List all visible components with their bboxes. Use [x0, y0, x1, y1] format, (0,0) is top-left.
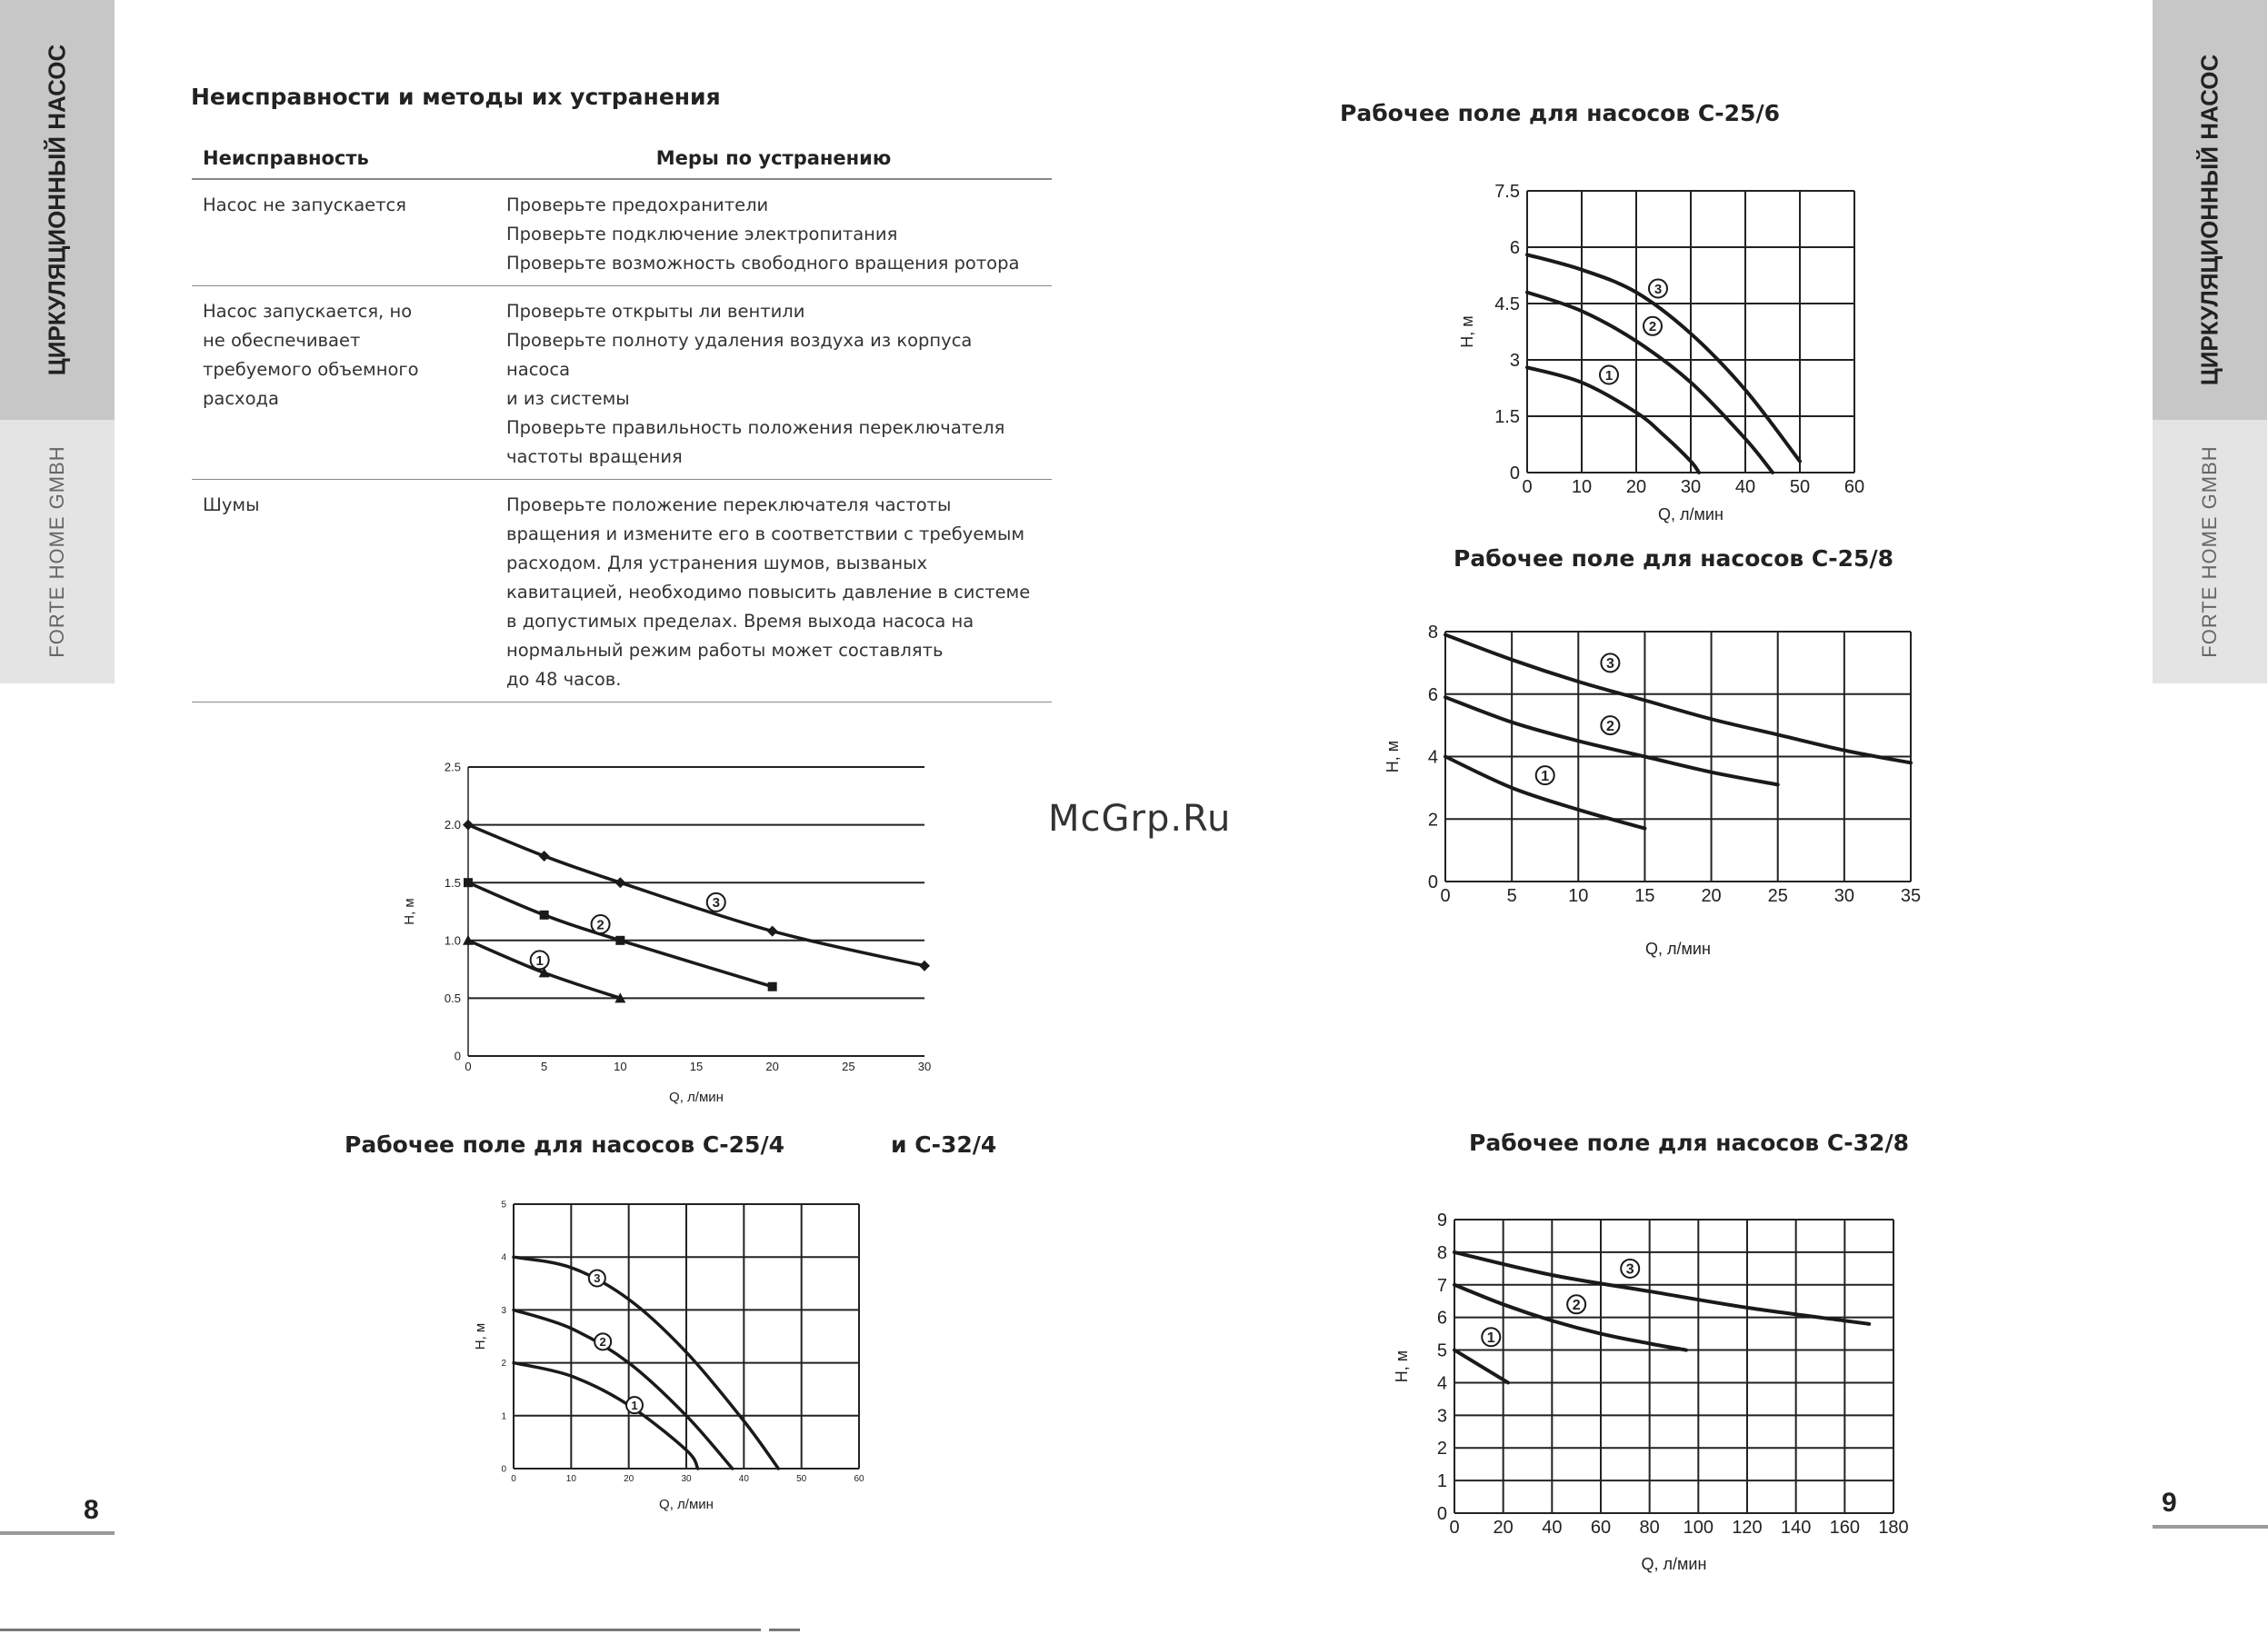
y-tick-label: 2.0	[444, 818, 461, 832]
y-tick-label: 4	[1436, 1373, 1447, 1394]
x-tick-label: 0	[1440, 886, 1451, 906]
measure-text: до 48 часов.	[506, 669, 622, 690]
x-tick-label: 180	[1878, 1518, 1909, 1538]
measure-text: и из системы	[506, 388, 630, 409]
chart-c25-8	[1373, 618, 1945, 963]
faults-header-fault: Неисправность	[192, 136, 495, 179]
left-tab-brand: FORTE HOME GMBH	[45, 445, 68, 658]
measures-cell	[495, 480, 1052, 702]
y-tick-label: 3	[501, 1305, 506, 1316]
y-tick-label: 0	[454, 1049, 461, 1063]
y-tick-label: 9	[1436, 1211, 1447, 1230]
y-tick-label: 6	[1509, 238, 1520, 258]
x-tick-label: 15	[1634, 886, 1655, 906]
y-tick-label: 5	[1436, 1340, 1447, 1361]
y-tick-label: 0	[1436, 1504, 1447, 1524]
chart-c25-6	[1436, 173, 1891, 527]
chart-c32-8	[1373, 1204, 1927, 1586]
measure-text: Проверьте правильность положения переключателя	[506, 417, 1005, 438]
x-axis-label: Q, л/мин	[1641, 1555, 1707, 1573]
y-tick-label: 2	[501, 1359, 506, 1370]
right-tab-brand: FORTE HOME GMBH	[2198, 445, 2221, 658]
y-tick-label: 5	[501, 1200, 506, 1211]
measure-text: Проверьте полноту удаления воздуха из корпуса насоса	[506, 330, 973, 380]
faults-table	[192, 136, 1052, 702]
series-line-3	[1445, 634, 1911, 762]
series-label: 1	[1486, 1330, 1495, 1346]
faults-title: Неисправности и методы их устранения	[191, 84, 721, 110]
data-point	[540, 911, 549, 920]
y-tick-label: 0.5	[444, 991, 461, 1005]
x-axis-label: Q, л/мин	[669, 1090, 724, 1105]
y-tick-label: 7	[1436, 1275, 1447, 1296]
measure-text: нормальный режим работы может составлять	[506, 640, 944, 661]
y-tick-label: 0	[1427, 872, 1438, 892]
fault-text: Насос запускается, но	[203, 301, 413, 322]
x-tick-label: 0	[1449, 1518, 1460, 1538]
measure-text: вращения и измените его в соответствии с требуемым	[506, 523, 1025, 544]
data-point	[919, 961, 930, 971]
right-tab-title: ЦИРКУЛЯЦИОННЫЙ НАСОС	[2195, 54, 2223, 386]
y-tick-label: 3	[1436, 1406, 1447, 1427]
x-axis-label: Q, л/мин	[1645, 940, 1711, 958]
measures-cell	[495, 286, 1052, 480]
measure-text: в допустимых пределах. Время выхода насоса на	[506, 611, 974, 632]
x-tick-label: 40	[1542, 1518, 1563, 1538]
faults-header-measures: Меры по устранению	[495, 136, 1052, 179]
fault-text: Шумы	[203, 494, 260, 515]
table-row	[192, 179, 1052, 286]
x-tick-label: 10	[565, 1474, 576, 1484]
series-line-2	[514, 1310, 733, 1469]
bottom-rule-mid	[769, 1629, 800, 1631]
x-tick-label: 0	[465, 1060, 472, 1073]
y-tick-label: 6	[1427, 684, 1438, 705]
measure-text: Проверьте положение переключателя частоты	[506, 494, 952, 515]
right-side-tab	[2153, 0, 2267, 683]
x-tick-label: 30	[1833, 886, 1854, 906]
y-tick-label: 8	[1436, 1242, 1447, 1263]
x-tick-label: 10	[1568, 886, 1589, 906]
fault-text: требуемого объемного	[203, 359, 419, 380]
x-tick-label: 140	[1780, 1518, 1812, 1538]
y-tick-label: 1.5	[1494, 407, 1520, 427]
y-tick-label: 0	[1509, 463, 1520, 483]
page-number-right: 9	[2162, 1488, 2177, 1518]
chart-c32-4	[455, 1191, 900, 1518]
data-point	[464, 878, 473, 887]
measures-cell	[495, 179, 1052, 286]
y-tick-label: 2	[1427, 810, 1438, 831]
x-tick-label: 60	[854, 1474, 864, 1484]
series-line-1	[1454, 1350, 1508, 1383]
page-number-left: 8	[84, 1495, 99, 1525]
x-tick-label: 0	[1522, 477, 1533, 497]
table-row	[192, 286, 1052, 480]
x-tick-label: 120	[1732, 1518, 1763, 1538]
series-label: 1	[631, 1398, 638, 1412]
x-tick-label: 5	[541, 1060, 548, 1073]
measure-text: расходом. Для устранения шумов, вызваных	[506, 553, 928, 573]
y-tick-label: 2.5	[444, 760, 461, 774]
x-tick-label: 100	[1683, 1518, 1714, 1538]
fault-text: Насос не запускается	[203, 194, 406, 215]
left-tab-title-block	[0, 0, 115, 420]
x-tick-label: 60	[1590, 1518, 1612, 1538]
measure-text: Проверьте предохранители	[506, 194, 769, 215]
y-tick-label: 7.5	[1494, 182, 1520, 202]
x-tick-label: 20	[1625, 477, 1647, 497]
x-tick-label: 30	[1680, 477, 1702, 497]
x-tick-label: 10	[614, 1060, 627, 1073]
x-tick-label: 20	[1493, 1518, 1514, 1538]
data-point	[539, 851, 550, 862]
series-label: 3	[594, 1271, 601, 1286]
y-axis-label: H, м	[473, 1322, 488, 1350]
right-tab-brand-block	[2153, 420, 2267, 683]
data-point	[614, 877, 625, 888]
series-line-3	[468, 825, 924, 966]
chart-c25-4	[382, 745, 964, 1109]
x-tick-label: 30	[917, 1060, 932, 1073]
x-tick-label: 30	[681, 1474, 692, 1484]
x-tick-label: 10	[1571, 477, 1593, 497]
watermark-text: McGrp.Ru	[1048, 798, 1232, 840]
series-label: 1	[1541, 768, 1550, 784]
caption-c32-8: Рабочее поле для насосов С-32/8	[1469, 1130, 1909, 1156]
caption-c25-4: Рабочее поле для насосов С-25/4	[345, 1131, 784, 1158]
y-tick-label: 4.5	[1494, 294, 1520, 314]
y-axis-label: H, м	[1384, 740, 1402, 773]
x-axis-label: Q, л/мин	[659, 1497, 714, 1512]
fault-text: не обеспечивает	[203, 330, 361, 351]
data-point	[615, 936, 624, 945]
x-tick-label: 40	[738, 1474, 749, 1484]
y-tick-label: 4	[1427, 747, 1438, 768]
left-tab-brand-block	[0, 420, 115, 683]
y-tick-label: 4	[501, 1252, 506, 1263]
x-tick-label: 50	[796, 1474, 807, 1484]
series-label: 2	[599, 1335, 606, 1349]
y-tick-label: 0	[501, 1464, 506, 1475]
y-tick-label: 8	[1427, 623, 1438, 643]
measure-text: кавитацией, необходимо повысить давление в системе	[506, 582, 1031, 603]
data-point	[767, 926, 778, 937]
left-tab-title: ЦИРКУЛЯЦИОННЫЙ НАСОС	[43, 44, 71, 376]
x-axis-label: Q, л/мин	[1658, 505, 1723, 523]
series-label: 3	[1605, 656, 1614, 673]
caption-c25-8: Рабочее поле для насосов С-25/8	[1454, 545, 1893, 572]
x-tick-label: 15	[689, 1060, 704, 1073]
x-tick-label: 0	[511, 1474, 516, 1484]
x-tick-label: 50	[1789, 477, 1811, 497]
series-label: 1	[1604, 367, 1614, 384]
fault-cell	[192, 480, 495, 702]
y-tick-label: 1.5	[444, 875, 461, 890]
y-tick-label: 1	[1436, 1471, 1447, 1492]
y-tick-label: 2	[1436, 1439, 1447, 1460]
x-tick-label: 60	[1843, 477, 1865, 497]
measure-text: частоты вращения	[506, 446, 683, 467]
y-tick-label: 3	[1509, 351, 1520, 371]
series-label: 2	[596, 917, 604, 933]
y-axis-label: H, м	[1393, 1350, 1411, 1383]
data-point	[768, 982, 777, 991]
x-tick-label: 35	[1900, 886, 1922, 906]
series-label: 3	[1625, 1261, 1634, 1278]
x-tick-label: 20	[765, 1060, 779, 1073]
measure-text: Проверьте подключение электропитания	[506, 224, 898, 244]
series-label: 1	[535, 952, 544, 969]
series-label: 3	[712, 895, 720, 912]
series-label: 2	[1605, 718, 1614, 734]
measure-text: Проверьте открыты ли вентили	[506, 301, 805, 322]
x-tick-label: 160	[1829, 1518, 1861, 1538]
x-tick-label: 20	[624, 1474, 634, 1484]
fault-cell	[192, 179, 495, 286]
x-tick-label: 20	[1701, 886, 1722, 906]
data-point	[463, 820, 474, 831]
series-line-3	[1454, 1252, 1869, 1324]
x-tick-label: 40	[1734, 477, 1756, 497]
page-number-left-rule	[0, 1531, 115, 1535]
x-tick-label: 25	[842, 1060, 855, 1073]
fault-text: расхода	[203, 388, 279, 409]
y-axis-label: H, м	[1458, 315, 1476, 348]
fault-cell	[192, 286, 495, 480]
left-side-tab	[0, 0, 115, 683]
x-tick-label: 25	[1767, 886, 1788, 906]
measure-text: Проверьте возможность свободного вращения ротора	[506, 253, 1020, 274]
caption-c32-4: и С-32/4	[891, 1131, 997, 1158]
series-label: 2	[1648, 319, 1657, 335]
y-tick-label: 1	[501, 1411, 506, 1422]
series-line-2	[1445, 697, 1778, 784]
right-tab-title-block	[2153, 0, 2267, 420]
table-row	[192, 480, 1052, 702]
x-tick-label: 5	[1506, 886, 1517, 906]
page-number-right-rule	[2153, 1525, 2268, 1529]
y-tick-label: 1.0	[444, 933, 461, 948]
series-line-2	[468, 882, 773, 986]
bottom-rule-left	[0, 1629, 761, 1631]
y-tick-label: 6	[1436, 1308, 1447, 1329]
caption-c25-6: Рабочее поле для насосов С-25/6	[1340, 100, 1780, 126]
x-tick-label: 80	[1639, 1518, 1660, 1538]
y-axis-label: H, м	[402, 898, 417, 925]
series-label: 3	[1654, 281, 1663, 297]
series-label: 2	[1572, 1298, 1581, 1314]
